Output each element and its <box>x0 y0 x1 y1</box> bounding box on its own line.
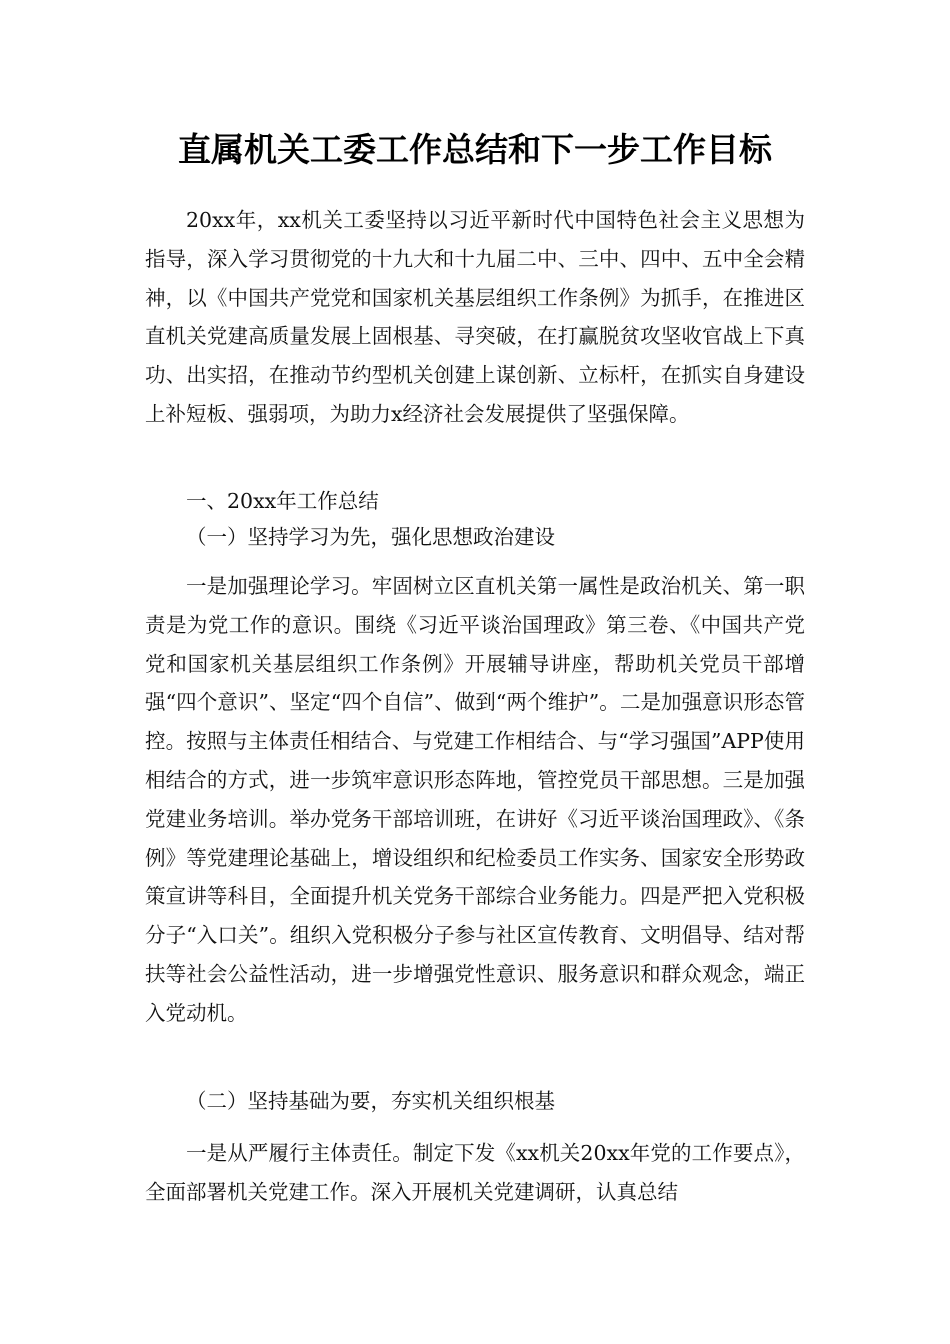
subsection-2-body: 一是从严履行主体责任。制定下发《xx机关20xx年党的工作要点》，全面部署机关党建工作。深入开展机关党建调研，认真总结 <box>145 1141 805 1204</box>
intro-paragraph: 20xx年，xx机关工委坚持以习近平新时代中国特色社会主义思想为指导，深入学习贯彻党的十九大和十九届二中、三中、四中、五中全会精神，以《中国共产党党和国家机关基层组织工作条例》为抓手，在推进区直机关党建高质量发展上固根基、寻突破，在打赢脱贫攻坚收官战上下真功、出实招，在推动节约型机关创建上谋创新、立标杆，在抓实自身建设上补短板、强弱项，为助力x经济社会发展提供了坚强保障。 <box>145 208 805 426</box>
subsection-1-body: 一是加强理论学习。牢固树立区直机关第一属性是政治机关、第一职责是为党工作的意识。围绕《习近平谈治国理政》第三卷、《中国共产党党和国家机关基层组织工作条例》开展辅导讲座，帮助机关党员干部增强“四个意识”、坚定“四个自信”、做到“两个维护”。二是加强意识形态管控。按照与主体责任相结合、与党建工作相结合、与“学习强国”APP使用相结合的方式，进一步筑牢意识形态阵地，管控党员干部思想。三是加强党建业务培训。举办党务干部培训班，在讲好《习近平谈治国理政》、《条例》等党建理论基础上，增设组织和纪检委员工作实务、国家安全形势政策宣讲等科目，全面提升机关党务干部综合业务能力。四是严把入党积极分子“入口关”。组织入党积极分子参与社区宣传教育、文明倡导、结对帮扶等社会公益性活动，进一步增强党性意识、服务意识和群众观念，端正入党动机。 <box>145 574 805 1025</box>
document-title: 直属机关工委工作总结和下一步工作目标 <box>178 130 772 169</box>
section-heading-1: 一、20xx年工作总结 <box>186 489 379 513</box>
subsection-heading-1: （一）坚持学习为先，强化思想政治建设 <box>186 525 555 549</box>
subsection-heading-2: （二）坚持基础为要，夯实机关组织根基 <box>186 1089 555 1113</box>
